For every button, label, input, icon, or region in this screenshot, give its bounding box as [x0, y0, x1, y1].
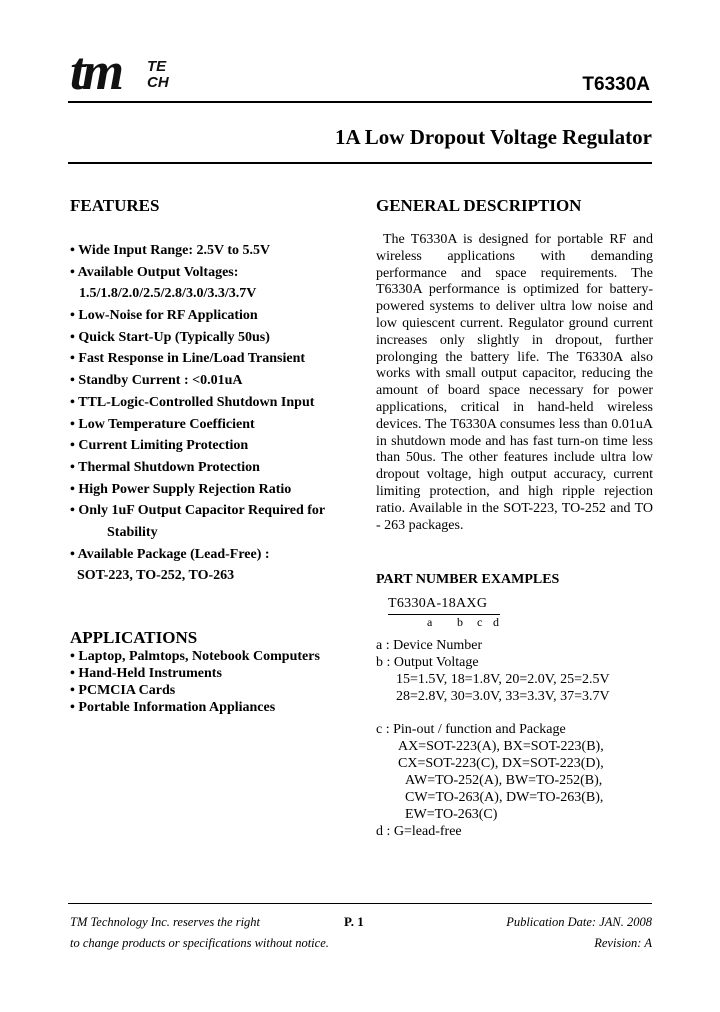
part-label-b: b: [457, 615, 463, 629]
title-rule: [68, 162, 652, 164]
feature-item: • TTL-Logic-Controlled Shutdown Input: [70, 394, 315, 410]
applications-list: [70, 648, 360, 716]
feature-item: • Available Package (Lead-Free) :: [70, 546, 270, 562]
feature-item: • Available Output Voltages:: [70, 264, 239, 280]
legend-c-values-1: AX=SOT-223(A), BX=SOT-223(B),: [398, 739, 604, 754]
legend-c-values-5: EW=TO-263(C): [405, 807, 498, 822]
feature-item: • Only 1uF Output Capacitor Required for: [70, 503, 326, 519]
footer-rule: [68, 903, 652, 904]
legend-c-values-2: CX=SOT-223(C), DX=SOT-223(D),: [398, 756, 604, 771]
application-item: • Hand-Held Instruments: [70, 666, 222, 681]
part-number-examples-heading: PART NUMBER EXAMPLES: [376, 572, 560, 587]
application-item: • PCMCIA Cards: [70, 683, 176, 698]
legend-d: d : G=lead-free: [376, 824, 462, 839]
features-heading: FEATURES: [70, 196, 160, 215]
feature-item: • Quick Start-Up (Typically 50us): [70, 329, 270, 345]
general-description-heading: GENERAL DESCRIPTION: [376, 196, 582, 215]
feature-item: • Wide Input Range: 2.5V to 5.5V: [70, 243, 271, 258]
page-number: P. 1: [344, 914, 364, 929]
part-number-underline: [388, 614, 500, 615]
legend-c-values-4: CW=TO-263(A), DW=TO-263(B),: [405, 790, 604, 805]
applications-heading: APPLICATIONS: [70, 628, 198, 647]
part-number-example: T6330A-18AXG: [388, 596, 488, 611]
application-item: • Portable Information Appliances: [70, 700, 276, 715]
part-number-header: T6330A: [582, 74, 650, 95]
application-item: • Laptop, Palmtops, Notebook Computers: [70, 649, 320, 664]
document-title: 1A Low Dropout Voltage Regulator: [335, 125, 652, 149]
feature-item: Stability: [107, 524, 158, 540]
feature-item: • Standby Current : <0.01uA: [70, 373, 243, 389]
legend-b-values-2: 28=2.8V, 30=3.0V, 33=3.3V, 37=3.7V: [396, 689, 610, 704]
legend-b-values-1: 15=1.5V, 18=1.8V, 20=2.0V, 25=2.5V: [396, 672, 610, 687]
header-rule: [68, 101, 652, 103]
feature-item: • Low Temperature Coefficient: [70, 416, 255, 432]
features-list: [70, 240, 360, 587]
footer-disclaimer-line1: TM Technology Inc. reserves the right: [70, 915, 261, 929]
legend-c-values-3: AW=TO-252(A), BW=TO-252(B),: [405, 773, 603, 788]
footer-disclaimer-line2: to change products or specifications without notice.: [70, 936, 329, 950]
feature-item: • Thermal Shutdown Protection: [70, 459, 260, 475]
feature-item: • Fast Response in Line/Load Transient: [70, 351, 306, 367]
legend-a: a : Device Number: [376, 638, 483, 653]
feature-item: 1.5/1.8/2.0/2.5/2.8/3.0/3.3/3.7V: [79, 286, 257, 302]
feature-item: SOT-223, TO-252, TO-263: [77, 568, 235, 584]
legend-c: c : Pin-out / function and Package: [376, 722, 566, 737]
feature-item: • Low-Noise for RF Application: [70, 308, 258, 324]
part-label-d: d: [493, 615, 499, 629]
feature-item: • Current Limiting Protection: [70, 438, 249, 454]
publication-date: Publication Date: JAN. 2008: [506, 915, 652, 929]
general-description: [376, 232, 653, 534]
general-description-text: The T6330A is designed for portable RF and wireless applications with demanding performance and space requirements. The T6330A performance is optimized for battery-powered systems to deliver ultra low noise and low quiescent current. Regulator ground current increases only slightly in dropout, further prolonging the battery life. The T6330A also works with small output capacitor, reducing the amount of board space necessary for power applications, critical in hand-held wireless devices. The T6330A consumes less than 0.01uA in shutdown mode and has fast turn-on time less than 50us. The other features include ultra low dropout voltage, high output accuracy, current limiting protection, and high ripple rejection ratio. Available in the SOT-223, TO-252 and TO - 263 packages.: [376, 232, 653, 533]
company-logo-ch: CH: [147, 74, 169, 91]
company-logo: tm: [70, 41, 122, 101]
feature-item: • High Power Supply Rejection Ratio: [70, 481, 292, 497]
part-label-c: c: [477, 615, 483, 629]
part-label-a: a: [427, 615, 433, 629]
company-logo-te: TE: [147, 58, 167, 75]
revision: Revision: A: [594, 936, 652, 950]
legend-b: b : Output Voltage: [376, 655, 479, 670]
